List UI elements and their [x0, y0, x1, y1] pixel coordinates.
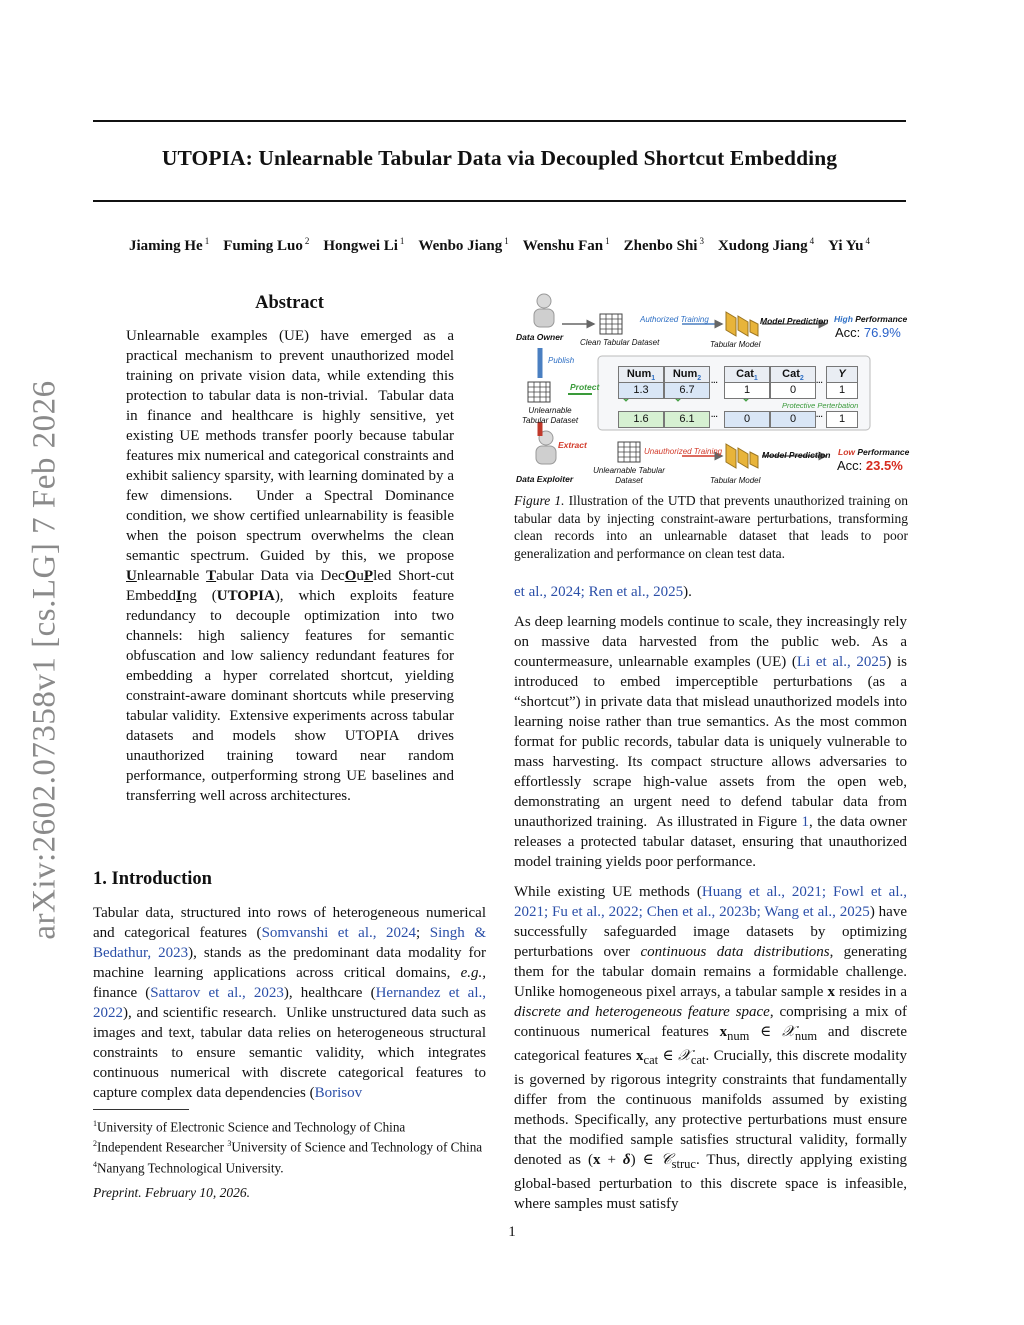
clean-cell-2: 6.7: [664, 382, 710, 399]
intro-paragraph-3: While existing UE methods (Huang et al., 2021; Fowl et al., 2021; Fu et al., 2022; Chen et al., 2023b; Wang et al., 2025) have successfully safeguarded image datasets by optimizing perturbations over continuous data distributions, generating them for the tabular domain remains a formidable challenge. Unlike homogeneous pixel arrays, a tabular sample x resides in a discrete and heterogeneous feature space, comprising a mix of continuous numerical features $x_{num}$ ∈ 𝒳$_{num}$ and discrete categorical features $x_{cat}$ ∈ 𝒳$_{cat}$. Crucially, this discrete modality is governed by rigorous integrity constraints that fundamentally differ from the continuous manifolds assumed by existing methods. Specifically, any protective perturbations must ensure that the modified sample satisfies structural validity, formally denoted as (x + δ) ∈ 𝒞$_{struc}$. Thus, directly applying existing global-based perturbation to this discrete space is infeasible, where samples must satisfy: [514, 884, 908, 1212]
section-heading: 1. Introduction: [93, 869, 212, 889]
header-cat-2: Cat$_2$: [770, 366, 816, 383]
intro-paragraph-1: Tabular data, structured into rows of heterogeneous numerical and categorical features (Somvanshi et al., 2024; Singh & Bedathur, 2023), stands as the predominant data modality for machine learning applications across critical domains, e.g., finance (Sattarov et al., 2023), healthcare (Hernandez et al., 2022), and scientific research. Unlike unstructured data such as images and text, tabular data relies on heterogeneous structural constraints to ensure semantic validity, which integrates continuous numerical with discrete categorical features to capture complex data dependencies (Borisov: [93, 905, 486, 1101]
perturbed-cell-y: 1: [826, 411, 858, 428]
unauthorized-training-label: Unauthorized Training: [644, 447, 723, 456]
ellipsis-2: ...: [816, 376, 823, 385]
unlearnable-dataset-icon: [528, 382, 550, 402]
publish-label: Publish: [548, 356, 575, 365]
intro-left-column: [93, 903, 486, 1103]
preprint-note: Preprint. February 10, 2026.: [93, 1185, 250, 1200]
intro-paragraph-continued: et al., 2024; Ren et al., 2025).: [514, 584, 692, 600]
unlearnable-dataset-label-2: Unlearnable Tabular Dataset: [593, 466, 665, 485]
acc-low: Acc: 23.5%: [837, 458, 903, 473]
tabular-model-icon-bottom: [726, 444, 758, 468]
author-8: Yi Yu $^4$: [828, 236, 871, 254]
tabular-model-icon-top: [726, 312, 758, 336]
tabular-model-label-bottom: Tabular Model: [710, 476, 761, 485]
clean-cell-3: 1: [724, 382, 770, 399]
low-performance-label: Low Performance: [838, 447, 910, 457]
ellipsis-4: ...: [816, 410, 823, 419]
unlearnable-dataset-icon-2: [618, 442, 640, 462]
ellipsis-1: ...: [711, 376, 718, 385]
model-prediction-label-top: Model Prediction: [760, 316, 829, 326]
figure-1: [514, 290, 908, 486]
header-cat-1: Cat$_1$: [724, 366, 770, 383]
footnote-rule: [93, 1109, 189, 1110]
author-list: [93, 236, 906, 255]
header-num-2: Num$_2$: [664, 366, 710, 383]
clean-cell-4: 0: [770, 382, 816, 399]
data-owner-label: Data Owner: [516, 332, 564, 342]
figure-caption: [514, 492, 908, 562]
abstract-body: Unlearnable examples (UE) have emerged as a practical mechanism to prevent unauthorized model training on private vision data, while extending this protection to tabular data is non-trivial. Tabular data in finance and healthcare is highly sensitive, yet existing UE methods transfer poorly because tabular features mix numerical and categorical constraints and exhibit saliency sparsity, with learning dominated by a few dimensions. Under a Spectral Dominance condition, we show certified unlearnability is feasible when the poison spectrum overwhelms the clean semantic spectrum. Guided by this, we propose Unlearnable Tabular Data via DecOuPled Short-cut EmbeddIng (UTOPIA), which exploits feature redundancy to decouple optimization into two channels: high saliency features for semantic obfuscation and low saliency redundant features for embedding a hyper correlated shortcut, yielding constraint-aware dominant shortcuts while preserving tabular validity. Extensive experiments across tabular datasets and models show UTOPIA drives unauthorized training toward near random performance, outperforming strong UE baselines and transferring well across architectures.: [126, 328, 455, 804]
high-performance-label: High Performance: [834, 314, 908, 324]
clean-cell-y: 1: [826, 382, 858, 399]
author-7: Xudong Jiang $^4$: [717, 236, 815, 254]
paper-title: UTOPIA: Unlearnable Tabular Data via Decoupled Shortcut Embedding: [161, 146, 838, 170]
author-3: Hongwei Li $^1$: [323, 236, 405, 254]
ellipsis-3: ...: [711, 410, 718, 419]
affiliation-footnote: $^1$University of Electronic Science and Technology of China $^2$Independent Researcher $^3$University of Science and Technology of China $^4$Nanyang Technological University.: [93, 1119, 483, 1176]
affiliation-1: University of Electronic Science and Technology of China: [97, 1119, 406, 1135]
caption-text: Illustration of the UTD that prevents unauthorized training on tabular data by injecting constraint-aware perturbations, transforming clean records into an unlearnable dataset that leads to poor generalization and performance on clean test data.: [514, 493, 909, 561]
protect-label: Protect: [570, 382, 600, 392]
perturbed-cell-4: 0: [770, 411, 816, 428]
unlearnable-dataset-label: Unlearnable Tabular Dataset: [521, 406, 579, 425]
abstract-heading: Abstract: [255, 293, 324, 313]
author-6: Zhenbo Shi $^3$: [623, 236, 704, 254]
affiliation-3: University of Science and Technology of China: [231, 1139, 483, 1155]
page-number: 1: [508, 1224, 516, 1240]
clean-cell-1: 1.3: [618, 382, 664, 399]
data-exploiter-label: Data Exploiter: [516, 474, 574, 484]
perturbed-cell-1: 1.6: [618, 411, 664, 428]
affiliation-4: Nanyang Technological University.: [97, 1160, 284, 1176]
clean-dataset-label: Clean Tabular Dataset: [580, 338, 660, 347]
tabular-model-label-top: Tabular Model: [710, 340, 761, 349]
perturbed-cell-3: 0: [724, 411, 770, 428]
header-y: Y: [826, 366, 858, 383]
acc-high: Acc: 76.9%: [835, 325, 901, 340]
intro-paragraph-2: As deep learning models continue to scale, they increasingly rely on massive data harvested from the public web. As a countermeasure, unlearnable examples (UE) (Li et al., 2025) is introduced to embed imperceptible perturbations (as a “shortcut”) in private data that mislead unauthorized models into learning noise rather than true semantics. As the most common format for public records, tabular data is uniquely vulnerable to mass harvesting. Its compact structure allows adversaries to effortlessly scrape high-value assets from the open web, demonstrating an urgent need to defend tabular data from unauthorized training. As illustrated in Figure 1, the data owner releases a protected tabular dataset, ensuring that unauthorized model training yields poor performance.: [514, 614, 907, 870]
author-5: Wenshu Fan $^1$: [522, 236, 610, 254]
model-prediction-label-bottom: Model Prediction: [762, 450, 831, 460]
authorized-training-label: Authorized Training: [640, 315, 709, 324]
intro-right-column: [514, 582, 907, 1214]
author-2: Fuming Luo $^2$: [223, 236, 310, 254]
perturbed-cell-2: 6.1: [664, 411, 710, 428]
title-rule-top: [93, 120, 906, 122]
data-owner-icon: [534, 294, 554, 327]
header-num-1: Num$_1$: [618, 366, 664, 383]
caption-label: Figure 1.: [514, 493, 565, 508]
title-rule-bottom: [93, 200, 906, 202]
arxiv-id: arXiv:2602.07358v1 [cs.LG] 7 Feb 2026: [26, 380, 63, 940]
author-1: Jiaming He $^1$: [128, 236, 210, 254]
extract-label: Extract: [558, 440, 587, 450]
protective-perturbation-label: Protective Perterbation: [782, 401, 859, 410]
affiliation-2: Independent Researcher: [97, 1139, 225, 1155]
clean-dataset-icon: [600, 314, 622, 334]
author-4: Wenbo Jiang $^1$: [418, 236, 509, 254]
